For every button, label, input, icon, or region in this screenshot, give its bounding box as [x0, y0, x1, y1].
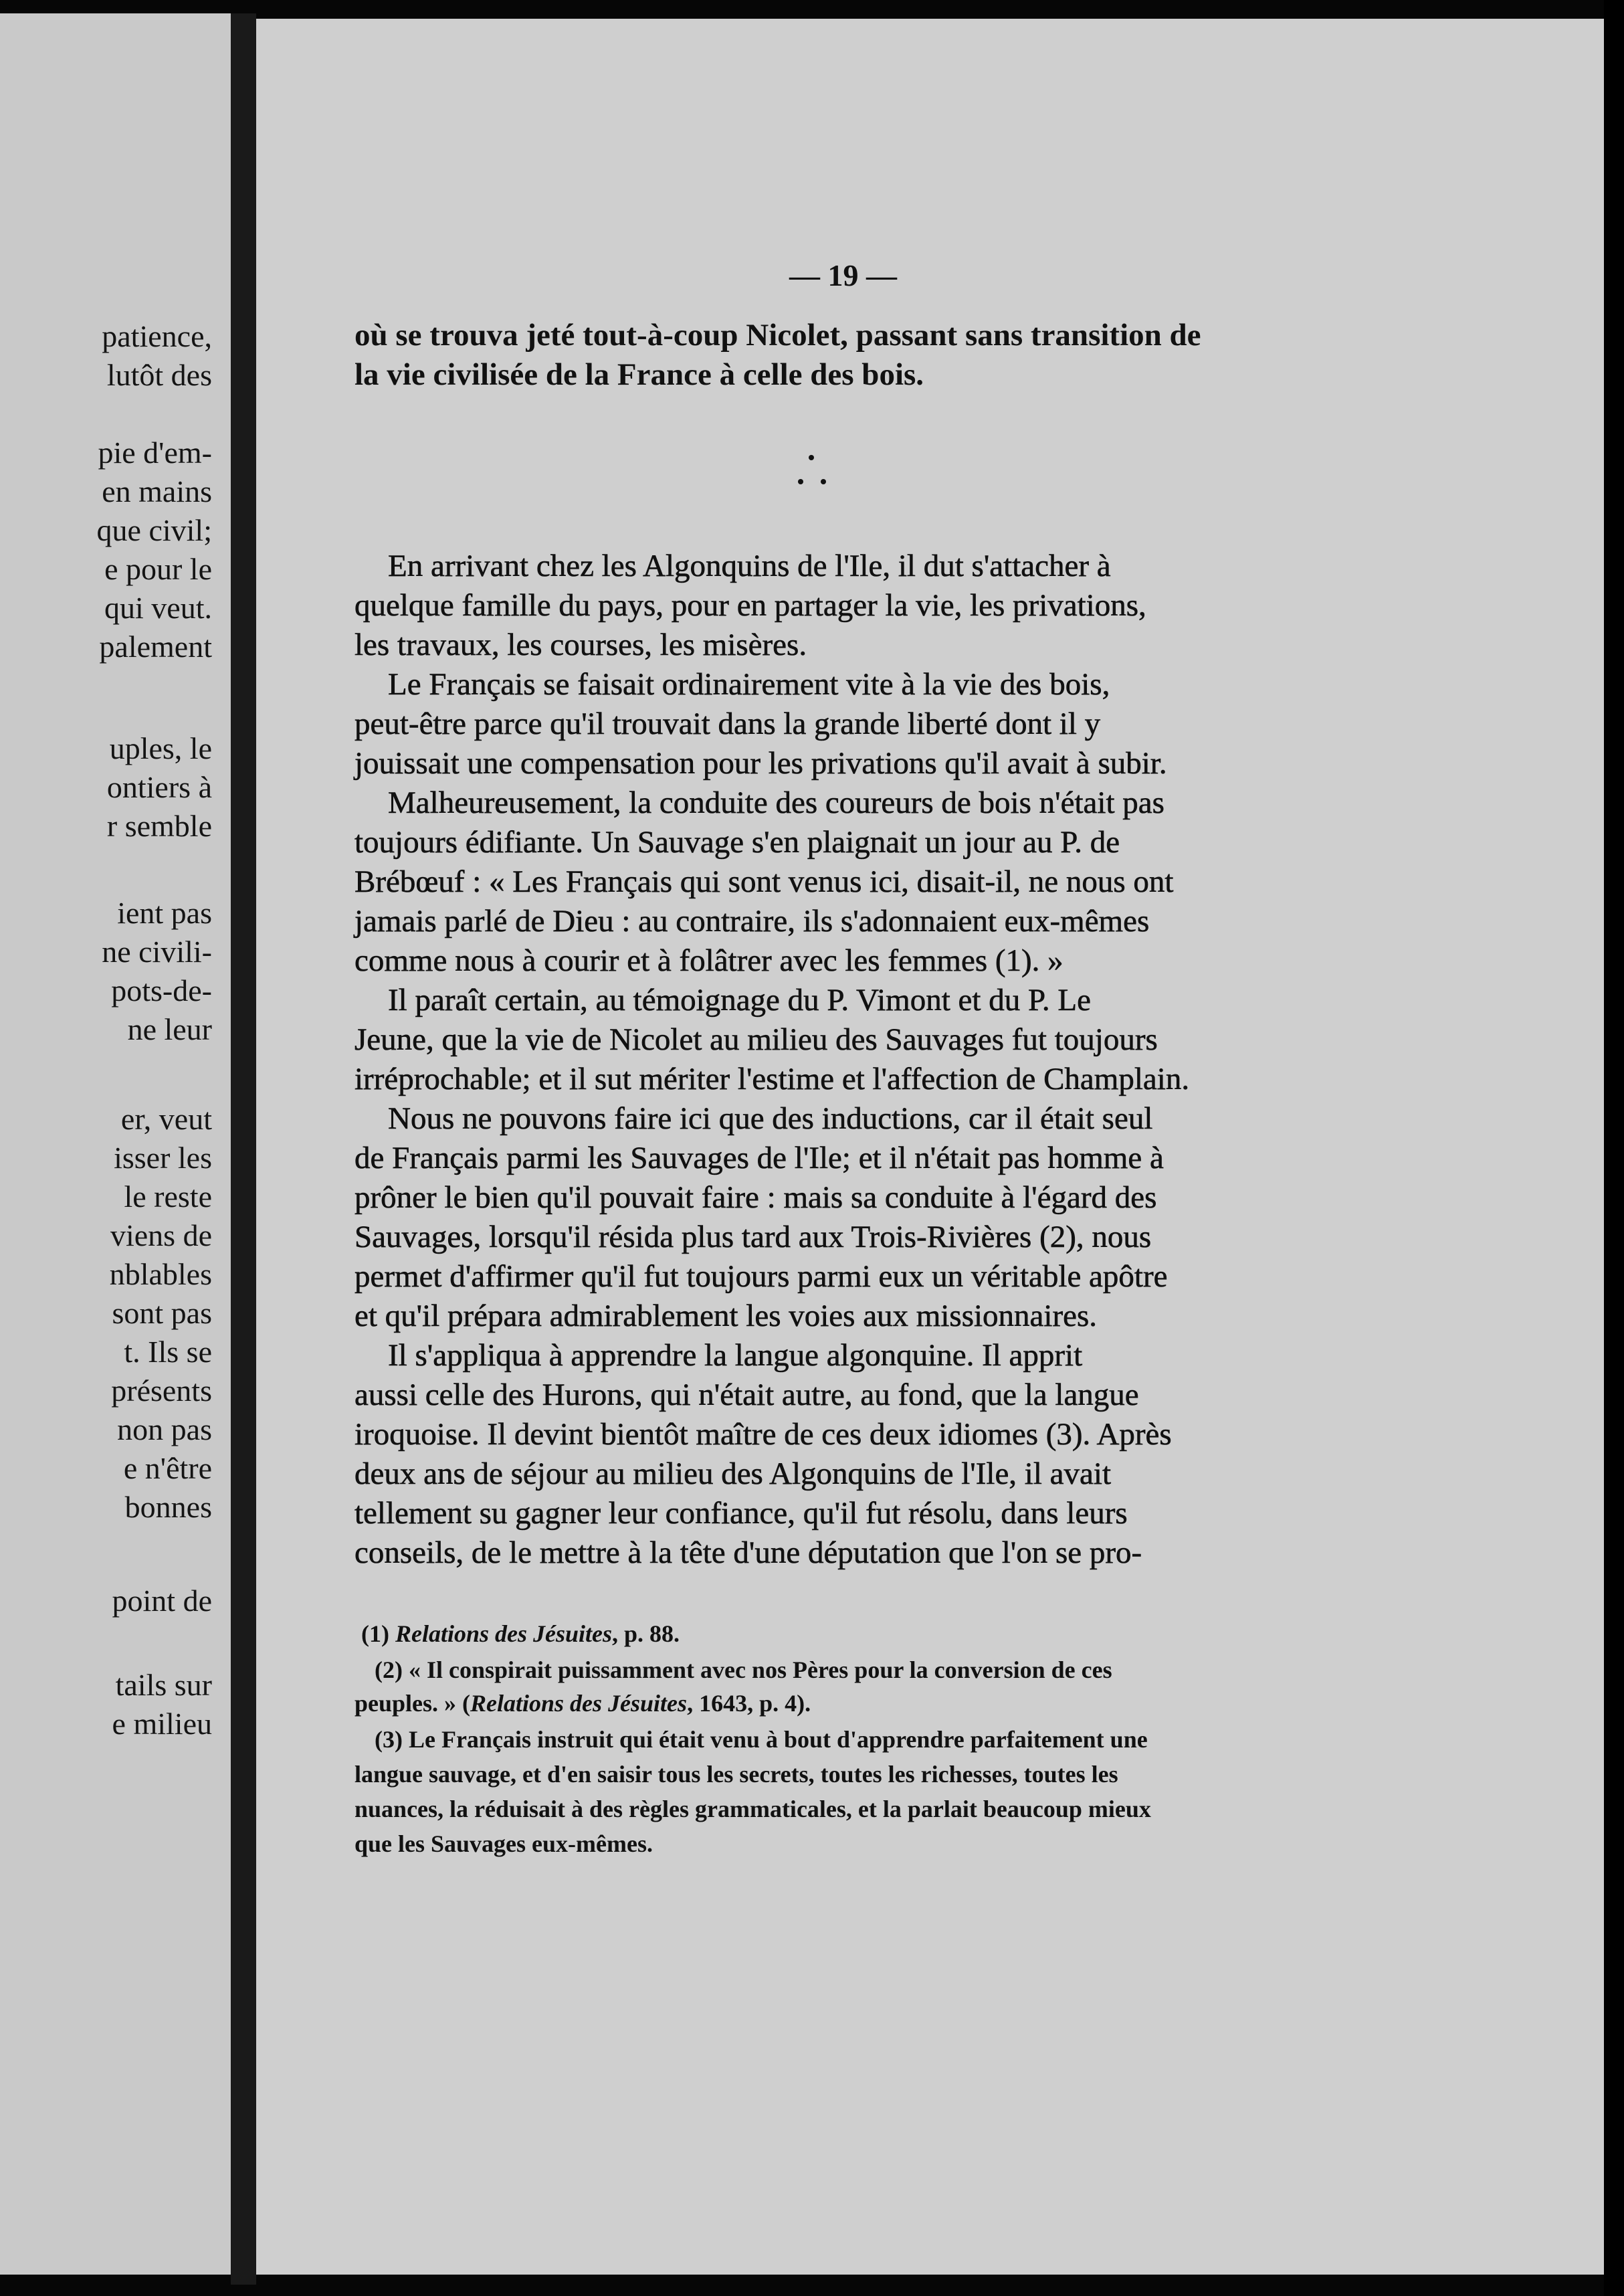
- footnote-2-line: [354, 1691, 811, 1715]
- paragraph-line: aussi celle des Hurons, qui n'était autre, au fond, que la langue: [354, 1377, 1139, 1412]
- footnote-1-rest: , p. 88.: [612, 1620, 680, 1647]
- footnote-2-text-end: , 1643, p. 4).: [687, 1690, 811, 1717]
- footnote-1-mark: (1): [361, 1620, 389, 1647]
- left-page-line: sont pas: [112, 1296, 212, 1330]
- paragraph-line: jamais parlé de Dieu : au contraire, ils s'adonnaient eux-mêmes: [354, 904, 1150, 939]
- left-page-line: ient pas: [117, 896, 212, 930]
- page-number: — 19 —: [789, 258, 897, 292]
- left-page-line: tails sur: [115, 1668, 212, 1702]
- left-page-line: point de: [112, 1584, 212, 1618]
- right-edge: [1604, 0, 1624, 2296]
- left-page-line: en mains: [102, 474, 212, 508]
- paragraph-line: quelque famille du pays, pour en partager la vie, les privations,: [354, 588, 1146, 623]
- paragraph-line: irréprochable; et il sut mériter l'estime et l'affection de Champlain.: [354, 1062, 1190, 1096]
- paragraph-line: conseils, de le mettre à la tête d'une députation que l'on se pro-: [354, 1535, 1142, 1570]
- left-page-line: er, veut: [120, 1102, 212, 1136]
- left-page-line: r semble: [106, 809, 212, 843]
- paragraph-line: Jeune, que la vie de Nicolet au milieu des Sauvages fut toujours: [354, 1022, 1158, 1057]
- paragraph-line: permet d'affirmer qu'il fut toujours parmi eux un véritable apôtre: [354, 1259, 1168, 1294]
- paragraph-line: deux ans de séjour au milieu des Algonquins de l'Ile, il avait: [354, 1456, 1112, 1491]
- footnote-3-line: langue sauvage, et d'en saisir tous les secrets, toutes les richesses, toutes les: [354, 1761, 1118, 1788]
- left-page-line: isser les: [114, 1141, 212, 1175]
- paragraph-line: comme nous à courir et à folâtrer avec les femmes (1). »: [354, 943, 1063, 978]
- left-page-line: viens de: [110, 1218, 212, 1252]
- book-gutter: [231, 13, 256, 2285]
- paragraph-line: Il s'appliqua à apprendre la langue algonquine. Il apprit: [388, 1338, 1083, 1373]
- paragraph-line: les travaux, les courses, les misères.: [354, 628, 807, 662]
- paragraph-line: Sauvages, lorsqu'il résida plus tard aux Trois-Rivières (2), nous: [354, 1220, 1152, 1254]
- paragraph-line: tellement su gagner leur confiance, qu'il fut résolu, dans leurs: [354, 1496, 1128, 1531]
- left-page-line: que civil;: [96, 513, 212, 547]
- left-page-line: le reste: [124, 1179, 212, 1214]
- footnote-3-line: que les Sauvages eux-mêmes.: [354, 1830, 653, 1857]
- left-page-line: pie d'em-: [98, 436, 212, 470]
- paragraph-line: En arrivant chez les Algonquins de l'Ile, il dut s'attacher à: [388, 549, 1111, 583]
- left-page-line: bonnes: [124, 1490, 212, 1524]
- left-page-line: patience,: [102, 319, 212, 353]
- paragraph-line: de Français parmi les Sauvages de l'Ile; et il n'était pas homme à: [354, 1141, 1164, 1175]
- left-page-line: e n'être: [123, 1451, 212, 1485]
- footnote-3-line: (3) Le Français instruit qui était venu à bout d'apprendre parfaitement une: [375, 1726, 1148, 1753]
- left-page-line: ne civili-: [102, 935, 212, 969]
- paragraph-line: la vie civilisée de la France à celle des bois.: [354, 357, 924, 392]
- footnote-2-line: (2) « Il conspirait puissamment avec nos Pères pour la conversion de ces: [375, 1656, 1112, 1683]
- paragraph-line: peut-être parce qu'il trouvait dans la grande liberté dont il y: [354, 706, 1101, 741]
- left-page-line: ontiers à: [106, 770, 212, 804]
- footnote-2-title: Relations des Jésuites: [470, 1690, 688, 1717]
- footnote-1: [361, 1622, 680, 1646]
- left-page-line: non pas: [117, 1412, 212, 1446]
- paragraph-line: iroquoise. Il devint bientôt maître de ces deux idiomes (3). Après: [354, 1417, 1172, 1452]
- paragraph-line: Il paraît certain, au témoignage du P. Vimont et du P. Le: [388, 983, 1091, 1018]
- left-page-line: qui veut.: [104, 591, 212, 625]
- footnote-2-text: peuples. » (: [354, 1690, 471, 1717]
- left-page-line: présents: [111, 1373, 212, 1408]
- paragraph-line: Brébœuf : « Les Français qui sont venus ici, disait-il, ne nous ont: [354, 864, 1174, 899]
- left-page-line: e pour le: [104, 552, 212, 586]
- paragraph-line: jouissait une compensation pour les privations qu'il avait à subir.: [354, 746, 1167, 781]
- left-page-line: palement: [99, 630, 212, 664]
- paragraph-line: toujours édifiante. Un Sauvage s'en plaignait un jour au P. de: [354, 825, 1120, 860]
- footnote-3-line: nuances, la réduisait à des règles grammaticales, et la parlait beaucoup mieux: [354, 1796, 1151, 1822]
- left-page-line: lutôt des: [106, 358, 212, 392]
- previous-page-strip: [0, 13, 231, 2275]
- left-page-line: e milieu: [112, 1707, 212, 1741]
- left-page-line: uples, le: [109, 731, 212, 765]
- footnote-1-title: Relations des Jésuites: [395, 1620, 613, 1647]
- paragraph-line: et qu'il prépara admirablement les voies aux missionnaires.: [354, 1299, 1098, 1333]
- left-page-line: ne leur: [127, 1012, 212, 1046]
- paragraph-line: Le Français se faisait ordinairement vite à la vie des bois,: [388, 667, 1110, 702]
- left-page-line: pots-de-: [111, 973, 212, 1008]
- left-page-line: nblables: [109, 1257, 212, 1291]
- paragraph-line: Malheureusement, la conduite des coureurs de bois n'était pas: [388, 785, 1164, 820]
- paragraph-line: prôner le bien qu'il pouvait faire : mais sa conduite à l'égard des: [354, 1180, 1157, 1215]
- left-page-line: t. Ils se: [124, 1335, 212, 1369]
- paragraph-line: Nous ne pouvons faire ici que des inductions, car il était seul: [388, 1101, 1153, 1136]
- paragraph-line: où se trouva jeté tout-à-coup Nicolet, passant sans transition de: [354, 318, 1201, 353]
- section-separator-ornament: [793, 455, 833, 495]
